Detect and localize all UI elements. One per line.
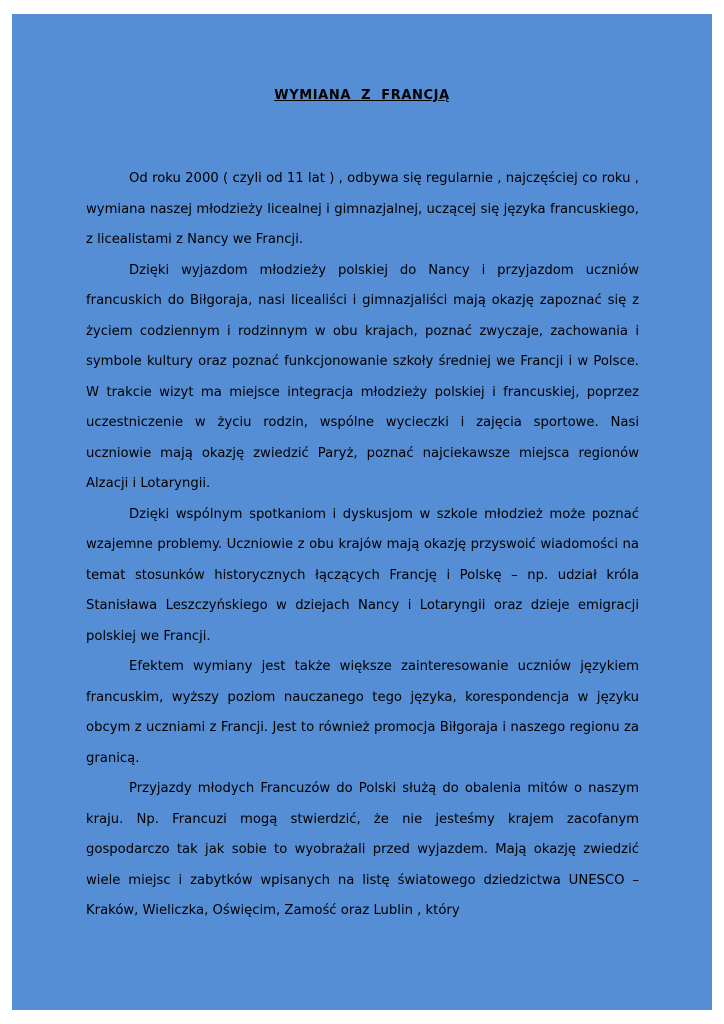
paragraph: Efektem wymiany jest także większe zainteresowanie uczniów językiem francuskim, wyższy poziom nauczanego tego języka, korespondencja w języku obcym z uczniami z Francji. Jest to również promocja Biłgoraja i naszego regionu za granicą. — [86, 659, 639, 766]
document-body — [86, 164, 639, 927]
paragraph: Przyjazdy młodych Francuzów do Polski służą do obalenia mitów o naszym kraju. Np. Francuzi mogą stwierdzić, że nie jesteśmy krajem zacofanym gospodarczo tak jak sobie to wyobrażali przed wyjazdem. Mają okazję zwiedzić wiele miejsc i zabytków wpisanych na listę światowego dziedzictwa UNESCO – Kraków, Wieliczka, Oświęcim, Zamość oraz Lublin , który — [86, 781, 639, 918]
paragraph: Dzięki wspólnym spotkaniom i dyskusjom w szkole młodzież może poznać wzajemne problemy. Uczniowie z obu krajów mają okazję przyswoić wiadomości na temat stosunków historycznych łączących Francję i Polskę – np. udział króla Stanisława Leszczyńskiego w dziejach Nancy i Lotaryngii oraz dzieje emigracji polskiej we Francji. — [86, 506, 639, 644]
document-title: WYMIANA Z FRANCJĄ — [274, 88, 450, 103]
paragraph: Od roku 2000 ( czyli od 11 lat ) , odbywa się regularnie , najczęściej co roku , wymiana naszej młodzieży licealnej i gimnazjalnej, uczącej się języka francuskiego, z licealistami z Nancy we Francji. — [86, 171, 639, 247]
document-page — [12, 14, 712, 1010]
paragraph: Dzięki wyjazdom młodzieży polskiej do Nancy i przyjazdom uczniów francuskich do Biłgoraja, nasi licealiści i gimnazjaliści mają okazję zapoznać się z życiem codziennym i rodzinnym w obu krajach, poznać zwyczaje, zachowania i symbole kultury oraz poznać funkcjonowanie szkoły średniej we Francji i w Polsce. W trakcie wizyt ma miejsce integracja młodzieży polskiej i francuskiej, poprzez uczestniczenie w życiu rodzin, wspólne wycieczki i zajęcia sportowe. Nasi uczniowie mają okazję zwiedzić Paryż, poznać najciekawsze miejsca regionów Alzacji i Lotaryngii. — [86, 262, 639, 491]
